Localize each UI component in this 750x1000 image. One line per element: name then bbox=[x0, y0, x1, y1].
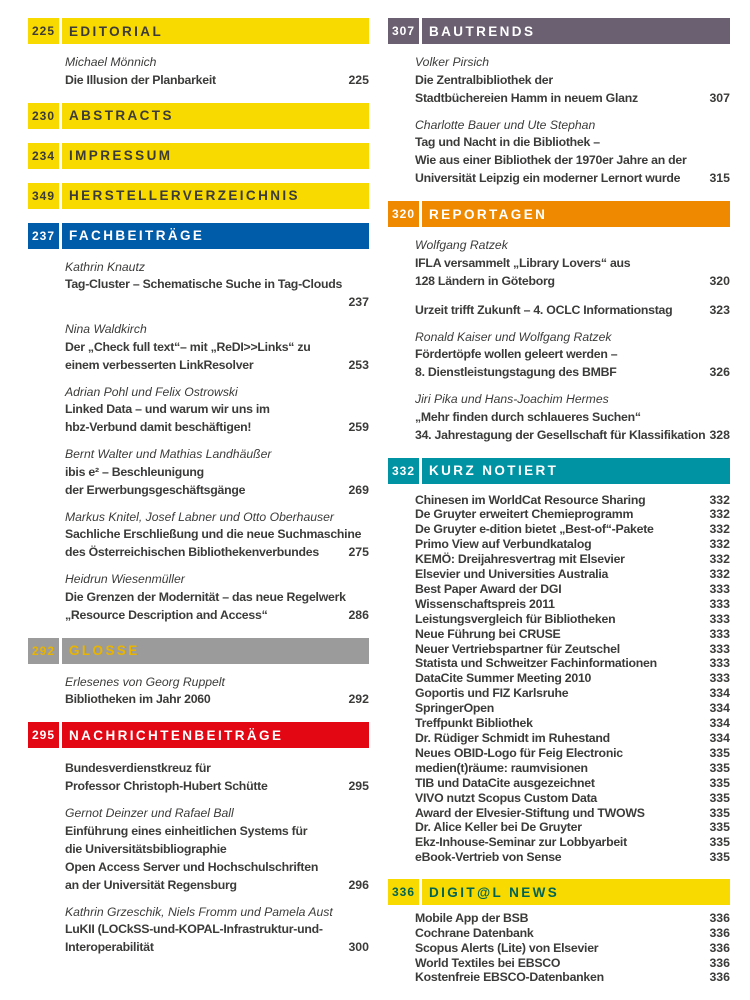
section-header-reportagen bbox=[388, 201, 730, 227]
list-item-page-number: 335 bbox=[709, 775, 730, 790]
toc-list-item[interactable] bbox=[415, 776, 730, 791]
entry-page-number: 315 bbox=[709, 171, 730, 185]
list-item-title: Elsevier und Universities Australia bbox=[415, 567, 609, 582]
section-page-badge: 237 bbox=[28, 223, 59, 249]
entry-page-number: 292 bbox=[348, 692, 369, 706]
section-title-bar: EDITORIAL bbox=[62, 18, 369, 44]
entry-title-line bbox=[415, 363, 730, 381]
list-item-title: Chinesen im WorldCat Resource Sharing bbox=[415, 492, 646, 507]
section-title-bar: REPORTAGEN bbox=[422, 201, 730, 227]
toc-entry[interactable] bbox=[65, 385, 369, 437]
list-item-title: World Textiles bei EBSCO bbox=[415, 955, 561, 970]
list-item-page-number: 335 bbox=[709, 820, 730, 835]
section-page-badge: 349 bbox=[28, 183, 59, 209]
entry-title-text: Fördertöpfe wollen geleert werden – bbox=[415, 347, 618, 361]
toc-entry[interactable] bbox=[415, 238, 730, 290]
entry-title-line bbox=[65, 777, 369, 795]
toc-list-item[interactable] bbox=[415, 716, 730, 731]
entry-title-text: Tag-Cluster – Schematische Suche in Tag-Clouds bbox=[65, 277, 343, 291]
entry-title-text: des Österreichischen Bibliothekenverbundes bbox=[65, 545, 319, 559]
section-page-badge: 225 bbox=[28, 18, 59, 44]
entry-title-line bbox=[65, 293, 369, 311]
entry-title-text: Sachliche Erschließung und die neue Suchmaschine bbox=[65, 527, 362, 541]
list-item-title: Cochrane Datenbank bbox=[415, 925, 534, 940]
list-item-title: Primo View auf Verbundkatalog bbox=[415, 537, 592, 552]
section-title-bar: NACHRICHTENBEITRÄGE bbox=[62, 722, 369, 748]
list-item-title: Dr. Alice Keller bei De Gruyter bbox=[415, 820, 582, 835]
list-item-title: KEMÖ: Dreijahresvertrag mit Elsevier bbox=[415, 552, 625, 567]
section-header-fachbeitraege bbox=[28, 223, 369, 249]
toc-entry[interactable] bbox=[415, 118, 730, 188]
entry-title-text: 128 Ländern in Göteborg bbox=[415, 273, 555, 288]
section-title-bar: KURZ NOTIERT bbox=[422, 458, 730, 484]
section-reportagen bbox=[388, 201, 730, 444]
toc-list-item[interactable] bbox=[415, 791, 730, 806]
section-header-editorial bbox=[28, 18, 369, 44]
toc-list-item[interactable] bbox=[415, 731, 730, 746]
entry-title-text: Die Grenzen der Modernität – das neue Regelwerk bbox=[65, 589, 346, 604]
entry-title-line bbox=[65, 938, 369, 956]
entry-title-text: „Resource Description and Access“ bbox=[65, 607, 268, 622]
entry-page-number: 296 bbox=[348, 877, 369, 892]
entry-author: Ronald Kaiser und Wolfgang Ratzek bbox=[415, 329, 612, 344]
entry-title-text: Tag und Nacht in die Bibliothek – bbox=[415, 135, 600, 149]
section-header-digital-news bbox=[388, 879, 730, 905]
entry-author: Jiri Pika und Hans-Joachim Hermes bbox=[415, 392, 609, 406]
entry-page-number: 323 bbox=[709, 302, 730, 317]
list-item-title: Neue Führung bei CRUSE bbox=[415, 626, 561, 641]
entry-title-text: Professor Christoph-Hubert Schütte bbox=[65, 779, 268, 793]
section-header-herstellerverzeichnis bbox=[28, 183, 369, 209]
section-header-glosse bbox=[28, 638, 369, 664]
entry-page-number: 269 bbox=[348, 482, 369, 497]
list-item-page-number: 335 bbox=[709, 745, 730, 760]
section-herstellerverzeichnis bbox=[28, 183, 369, 209]
section-kurz-notiert bbox=[388, 458, 730, 866]
entry-title-text: Die Zentralbibliothek der bbox=[415, 72, 553, 87]
entry-title-line bbox=[65, 876, 369, 894]
section-page-badge: 307 bbox=[388, 18, 419, 44]
toc-list-item[interactable] bbox=[415, 567, 730, 582]
list-item-page-number: 332 bbox=[709, 567, 730, 582]
toc-list-item[interactable] bbox=[415, 806, 730, 821]
entry-author: Volker Pirsich bbox=[415, 55, 490, 69]
entry-author: Kathrin Knautz bbox=[65, 259, 145, 274]
entry-title-text: IFLA versammelt „Library Lovers“ aus bbox=[415, 255, 631, 270]
list-item-page-number: 332 bbox=[709, 507, 730, 522]
entry-title-line bbox=[65, 525, 369, 543]
section-page-badge: 332 bbox=[388, 458, 419, 484]
list-item-page-number: 335 bbox=[709, 760, 730, 775]
section-title-bar: BAUTRENDS bbox=[422, 18, 730, 44]
section-impressum bbox=[28, 143, 369, 169]
entry-title-text: Bibliotheken im Jahr 2060 bbox=[65, 692, 211, 706]
list-item-page-number: 336 bbox=[709, 940, 730, 955]
list-item-page-number: 333 bbox=[709, 581, 730, 596]
entry-title-text: „Mehr finden durch schlaueres Suchen“ bbox=[415, 409, 641, 424]
list-item-page-number: 335 bbox=[709, 805, 730, 820]
entry-title-line bbox=[65, 481, 369, 499]
entry-page-number: 253 bbox=[348, 357, 369, 372]
toc-entry[interactable] bbox=[65, 55, 369, 89]
list-item-title: Statista und Schweitzer Fachinformationen bbox=[415, 656, 657, 671]
list-item-title: Best Paper Award der DGI bbox=[415, 581, 562, 596]
list-item-title: De Gruyter e-dition bietet „Best-of“-Pakete bbox=[415, 522, 654, 537]
entry-title-text: Linked Data – und warum wir uns im bbox=[65, 402, 270, 416]
toc-list-item[interactable] bbox=[415, 642, 730, 657]
section-nachrichtenbeitraege bbox=[28, 722, 369, 956]
entry-title-text: der Erwerbungsgeschäftsgänge bbox=[65, 482, 246, 497]
list-item-page-number: 332 bbox=[709, 492, 730, 507]
entry-title-text: Universität Leipzig ein moderner Lernort wurde bbox=[415, 171, 681, 185]
list-item-title: eBook-Vertrieb von Sense bbox=[415, 850, 562, 865]
list-item-title: Kostenfreie EBSCO-Datenbanken bbox=[415, 970, 604, 985]
list-item-title: Dr. Rüdiger Schmidt im Ruhestand bbox=[415, 731, 610, 745]
toc-list-item[interactable] bbox=[415, 970, 730, 985]
list-item-title: Ekz-Inhouse-Seminar zur Lobbyarbeit bbox=[415, 835, 627, 850]
entry-title-line bbox=[415, 272, 730, 290]
toc-entry[interactable] bbox=[65, 260, 369, 312]
entry-title-text: Stadtbüchereien Hamm in neuem Glanz bbox=[415, 90, 638, 105]
entry-title-line bbox=[415, 151, 730, 169]
entry-page-number: 320 bbox=[709, 273, 730, 288]
section-page-badge: 234 bbox=[28, 143, 59, 169]
toc-list-item[interactable] bbox=[415, 956, 730, 971]
entry-author: Bernt Walter und Mathias Landhäußer bbox=[65, 447, 272, 461]
entry-title-line bbox=[415, 254, 730, 272]
toc-list-item[interactable] bbox=[415, 761, 730, 776]
entry-title-line bbox=[65, 690, 369, 708]
toc-list-item[interactable] bbox=[415, 686, 730, 701]
list-item-title: TIB und DataCite ausgezeichnet bbox=[415, 775, 595, 790]
toc-entry[interactable] bbox=[65, 759, 369, 795]
entry-title-text: Wie aus einer Bibliothek der 1970er Jahre an der bbox=[415, 153, 687, 167]
list-item-page-number: 335 bbox=[709, 835, 730, 850]
entry-title-text: Einführung eines einheitlichen Systems für bbox=[65, 823, 308, 838]
section-page-badge: 292 bbox=[28, 638, 59, 664]
toc-list-item[interactable] bbox=[415, 701, 730, 716]
section-title-bar: GLOSSE bbox=[62, 638, 369, 664]
entry-page-number: 300 bbox=[348, 940, 369, 954]
toc-entry[interactable] bbox=[65, 806, 369, 894]
list-item-title: Treffpunkt Bibliothek bbox=[415, 716, 533, 731]
section-editorial bbox=[28, 18, 369, 89]
list-item-page-number: 336 bbox=[709, 925, 730, 940]
toc-list-item[interactable] bbox=[415, 612, 730, 627]
entry-title-line bbox=[65, 71, 369, 89]
entry-title-line bbox=[65, 822, 369, 840]
toc-list-item[interactable] bbox=[415, 493, 730, 508]
entry-author: Erlesenes von Georg Ruppelt bbox=[65, 674, 225, 689]
entry-title-text: Open Access Server und Hochschulschriften bbox=[65, 859, 319, 874]
section-title-bar: DIGIT@L NEWS bbox=[422, 879, 730, 905]
list-item-page-number: 334 bbox=[709, 716, 730, 731]
entry-page-number: 259 bbox=[348, 420, 369, 434]
entry-author: Gernot Deinzer und Rafael Ball bbox=[65, 806, 234, 820]
list-item-title: Wissenschaftspreis 2011 bbox=[415, 596, 555, 611]
entry-page-number: 295 bbox=[348, 779, 369, 793]
list-item-page-number: 334 bbox=[709, 701, 730, 716]
entry-title-line bbox=[65, 356, 369, 374]
list-item-title: Scopus Alerts (Lite) von Elsevier bbox=[415, 940, 599, 955]
entry-title-line bbox=[415, 89, 730, 107]
entry-title-line bbox=[415, 169, 730, 187]
list-item-title: Goportis und FIZ Karlsruhe bbox=[415, 686, 569, 701]
entry-title-text: Interoperabilität bbox=[65, 940, 154, 954]
list-item-title: Neuer Vertriebspartner für Zeutschel bbox=[415, 641, 620, 656]
toc-entry[interactable] bbox=[65, 447, 369, 499]
entry-page-number: 286 bbox=[348, 607, 369, 622]
entry-title-line bbox=[65, 400, 369, 418]
section-page-badge: 336 bbox=[388, 879, 419, 905]
toc-list-item[interactable] bbox=[415, 507, 730, 522]
section-abstracts bbox=[28, 103, 369, 129]
section-title-bar: HERSTELLERVERZEICHNIS bbox=[62, 183, 369, 209]
entry-title-line bbox=[415, 426, 730, 444]
toc-list-item[interactable] bbox=[415, 926, 730, 941]
section-page-badge: 230 bbox=[28, 103, 59, 129]
list-item-title: Neues OBID-Logo für Feig Electronic bbox=[415, 745, 623, 760]
entry-author: Charlotte Bauer und Ute Stephan bbox=[415, 117, 596, 132]
entry-author: Nina Waldkirch bbox=[65, 322, 147, 336]
section-title-bar: FACHBEITRÄGE bbox=[62, 223, 369, 249]
toc-list-item[interactable] bbox=[415, 597, 730, 612]
entry-author: Wolfgang Ratzek bbox=[415, 238, 508, 252]
toc-list-item[interactable] bbox=[415, 522, 730, 537]
list-item-page-number: 335 bbox=[709, 850, 730, 865]
section-header-nachrichtenbeitraege bbox=[28, 722, 369, 748]
section-glosse bbox=[28, 638, 369, 709]
entry-title-line bbox=[65, 418, 369, 436]
toc-list-item[interactable] bbox=[415, 941, 730, 956]
toc-entry[interactable] bbox=[415, 55, 730, 107]
toc-list-item[interactable] bbox=[415, 656, 730, 671]
list-item-page-number: 336 bbox=[709, 911, 730, 926]
section-bautrends bbox=[388, 18, 730, 187]
toc-entry[interactable] bbox=[415, 330, 730, 382]
entry-title-line bbox=[415, 133, 730, 151]
toc-entry[interactable] bbox=[415, 301, 730, 319]
section-page-badge: 295 bbox=[28, 722, 59, 748]
section-header-abstracts bbox=[28, 103, 369, 129]
entry-page-number: 275 bbox=[348, 545, 369, 559]
section-page-badge: 320 bbox=[388, 201, 419, 227]
list-item-page-number: 333 bbox=[709, 611, 730, 626]
entry-page-number: 237 bbox=[348, 295, 369, 309]
entry-title-text: hbz-Verbund damit beschäftigen! bbox=[65, 420, 252, 434]
entry-title-text: an der Universität Regensburg bbox=[65, 877, 237, 892]
list-item-page-number: 333 bbox=[709, 596, 730, 611]
list-item-page-number: 334 bbox=[709, 686, 730, 701]
toc-list bbox=[415, 493, 730, 866]
entry-title-line bbox=[415, 408, 730, 426]
entry-title-text: 34. Jahrestagung der Gesellschaft für Klassifikation bbox=[415, 427, 706, 442]
toc-list-item[interactable] bbox=[415, 552, 730, 567]
entry-title-line bbox=[65, 840, 369, 858]
entry-title-line bbox=[65, 338, 369, 356]
entry-title-text: die Universitätsbibliographie bbox=[65, 841, 227, 856]
entry-author: Michael Mönnich bbox=[65, 55, 157, 69]
entry-title-text: Der „Check full text“– mit „ReDI>>Links“ zu bbox=[65, 339, 311, 354]
entry-title-line bbox=[65, 463, 369, 481]
list-item-title: VIVO nutzt Scopus Custom Data bbox=[415, 790, 598, 805]
entry-title-text: LuKII (LOCkSS-und-KOPAL-Infrastruktur-und- bbox=[65, 922, 323, 936]
list-item-page-number: 332 bbox=[709, 522, 730, 537]
entry-author: Adrian Pohl und Felix Ostrowski bbox=[65, 384, 238, 399]
entry-title-line bbox=[65, 606, 369, 624]
toc-column-left bbox=[28, 18, 369, 970]
toc-entry[interactable] bbox=[65, 905, 369, 957]
entry-title-line bbox=[65, 920, 369, 938]
entry-title-text: ibis e² – Beschleunigung bbox=[65, 464, 204, 479]
entry-title-line bbox=[415, 71, 730, 89]
entry-page-number: 307 bbox=[709, 90, 730, 105]
list-item-page-number: 332 bbox=[709, 537, 730, 552]
toc-list-item[interactable] bbox=[415, 671, 730, 686]
toc-list-item[interactable] bbox=[415, 537, 730, 552]
entry-title-text: Bundesverdienstkreuz für bbox=[65, 761, 211, 775]
list-item-page-number: 333 bbox=[709, 626, 730, 641]
toc-list-item[interactable] bbox=[415, 835, 730, 850]
entry-page-number: 328 bbox=[709, 427, 730, 442]
toc-list-item[interactable] bbox=[415, 627, 730, 642]
entry-author: Heidrun Wiesenmüller bbox=[65, 572, 185, 586]
list-item-title: medien(t)räume: raumvisionen bbox=[415, 760, 588, 775]
list-item-title: SpringerOpen bbox=[415, 701, 494, 716]
toc-list bbox=[415, 911, 730, 985]
list-item-page-number: 334 bbox=[709, 731, 730, 745]
entry-title-line bbox=[415, 301, 730, 319]
list-item-page-number: 335 bbox=[709, 790, 730, 805]
entry-author: Kathrin Grzeschik, Niels Fromm und Pamela Aust bbox=[65, 904, 333, 919]
list-item-title: De Gruyter erweitert Chemieprogramm bbox=[415, 507, 634, 522]
section-digital-news bbox=[388, 879, 730, 985]
list-item-page-number: 333 bbox=[709, 656, 730, 671]
section-title-bar: ABSTRACTS bbox=[62, 103, 369, 129]
entry-title-line bbox=[65, 858, 369, 876]
toc-list-item[interactable] bbox=[415, 582, 730, 597]
toc-entry[interactable] bbox=[65, 510, 369, 562]
entry-title-text: einem verbesserten LinkResolver bbox=[65, 357, 254, 372]
list-item-page-number: 336 bbox=[709, 955, 730, 970]
entry-title-line bbox=[65, 543, 369, 561]
list-item-title: DataCite Summer Meeting 2010 bbox=[415, 671, 592, 686]
entry-title-line bbox=[65, 588, 369, 606]
toc-entry[interactable] bbox=[65, 322, 369, 374]
entry-title-text: Urzeit trifft Zukunft – 4. OCLC Informationstag bbox=[415, 302, 673, 317]
section-header-bautrends bbox=[388, 18, 730, 44]
entry-title-line bbox=[65, 275, 369, 293]
toc-entry[interactable] bbox=[65, 675, 369, 709]
entry-title-line bbox=[415, 345, 730, 363]
section-fachbeitraege bbox=[28, 223, 369, 624]
entry-title-line bbox=[65, 759, 369, 777]
list-item-title: Leistungsvergleich für Bibliotheken bbox=[415, 611, 616, 626]
entry-title-text: 8. Dienstleistungstagung des BMBF bbox=[415, 365, 617, 379]
toc-list-item[interactable] bbox=[415, 820, 730, 835]
toc-entry[interactable] bbox=[415, 392, 730, 444]
entry-page-number: 225 bbox=[348, 72, 369, 87]
list-item-page-number: 336 bbox=[709, 970, 730, 985]
section-title-bar: IMPRESSUM bbox=[62, 143, 369, 169]
list-item-title: Mobile App der BSB bbox=[415, 911, 529, 926]
section-header-impressum bbox=[28, 143, 369, 169]
section-header-kurz-notiert bbox=[388, 458, 730, 484]
list-item-page-number: 332 bbox=[709, 552, 730, 567]
toc-list-item[interactable] bbox=[415, 746, 730, 761]
list-item-page-number: 333 bbox=[709, 671, 730, 686]
toc-entry[interactable] bbox=[65, 572, 369, 624]
entry-page-number: 326 bbox=[709, 365, 730, 379]
list-item-title: Award der Elvesier-Stiftung und TWOWS bbox=[415, 805, 645, 820]
toc-column-right bbox=[388, 18, 730, 999]
entry-author: Markus Knitel, Josef Labner und Otto Oberhauser bbox=[65, 509, 334, 524]
toc-list-item[interactable] bbox=[415, 850, 730, 865]
list-item-page-number: 333 bbox=[709, 641, 730, 656]
toc-list-item[interactable] bbox=[415, 911, 730, 926]
entry-title-text: Die Illusion der Planbarkeit bbox=[65, 72, 216, 87]
